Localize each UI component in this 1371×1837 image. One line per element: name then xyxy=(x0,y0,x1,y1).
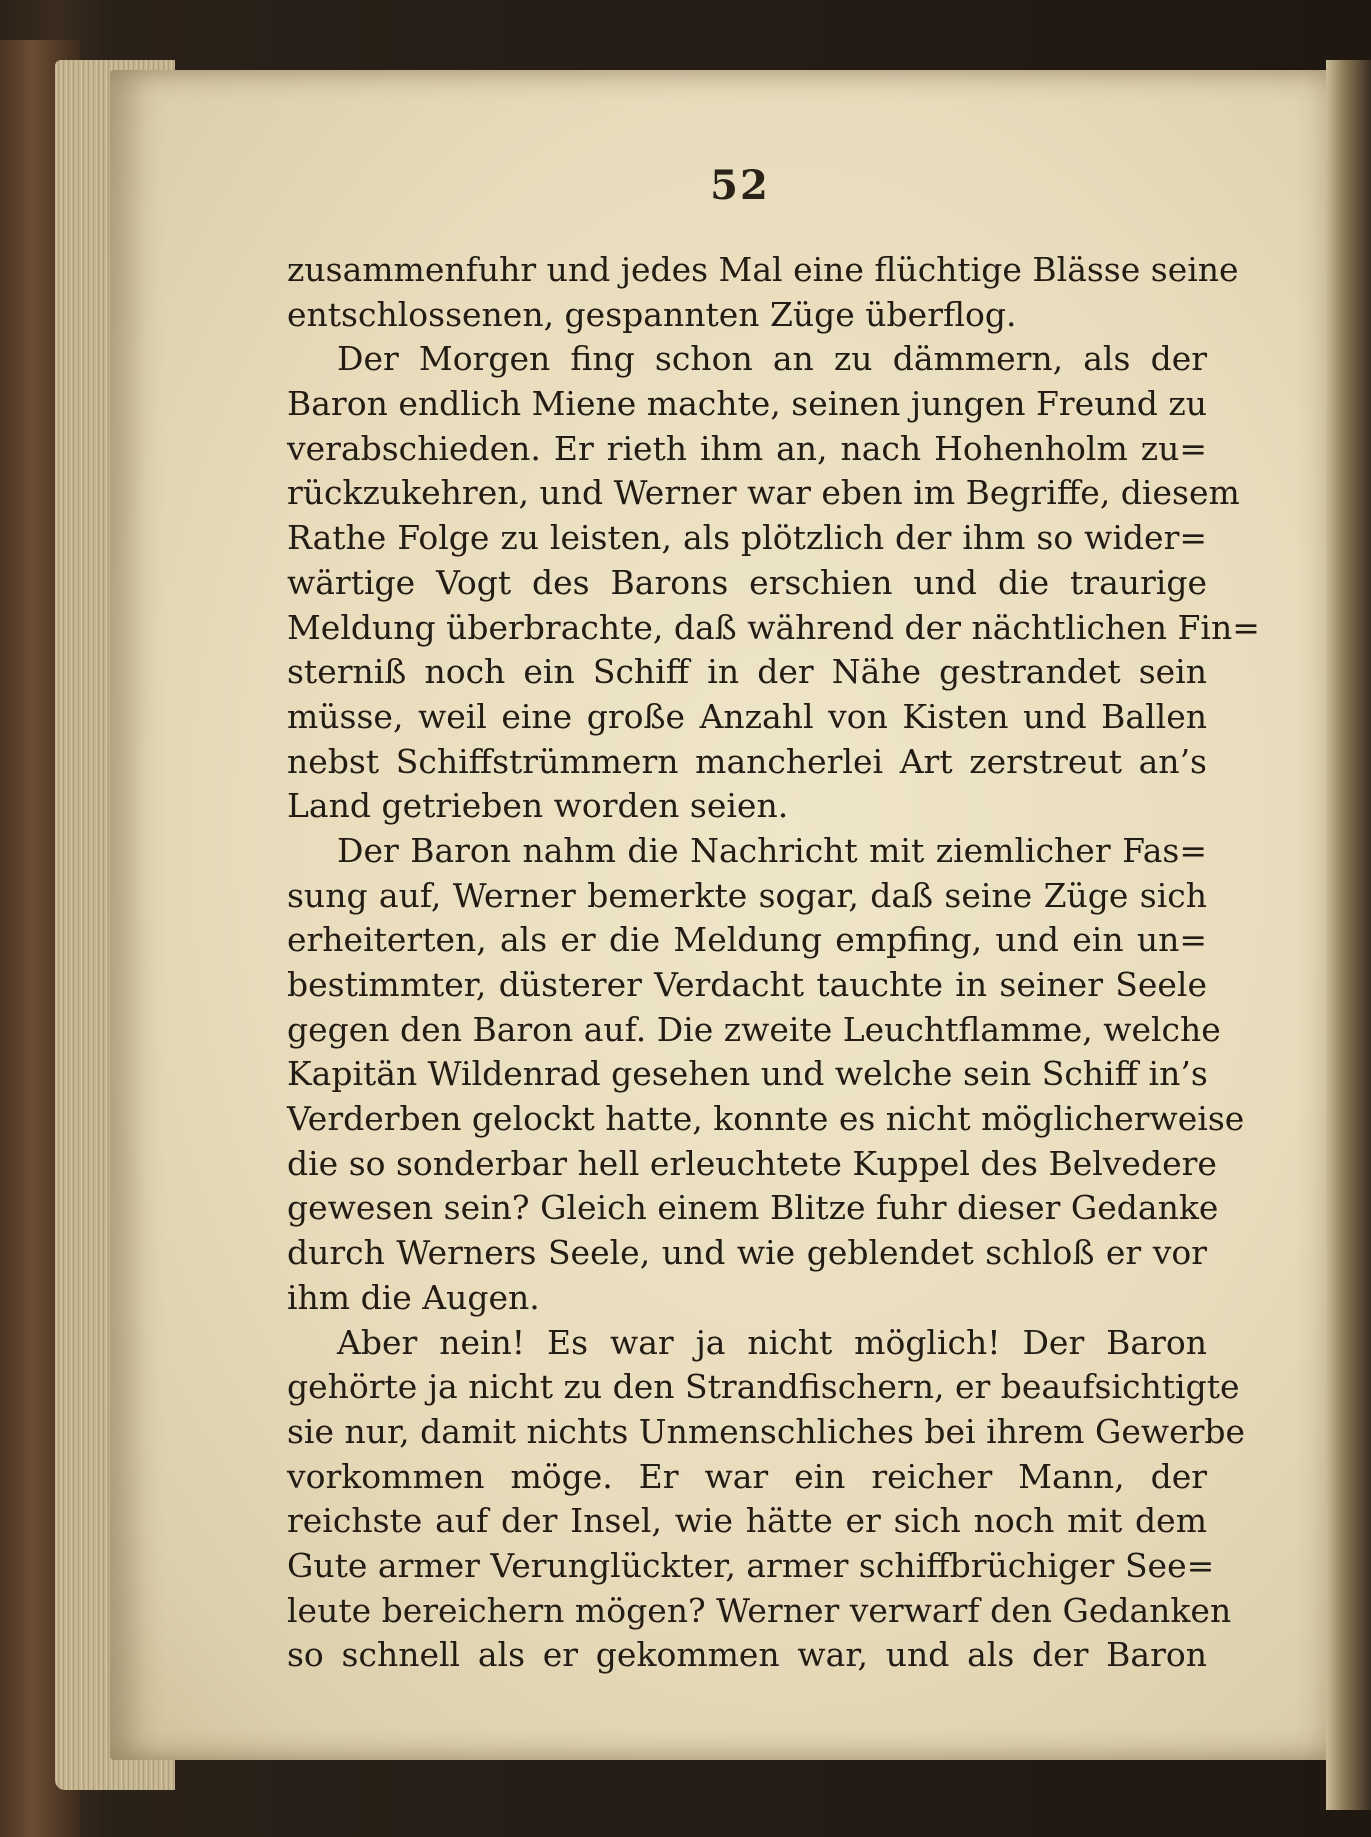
text-line: Kapitän Wildenrad gesehen und welche sein Schiff in’s xyxy=(287,1054,1208,1094)
text-line: durch Werners Seele, und wie geblendet schloß er vor xyxy=(287,1233,1207,1273)
text-line: Baron endlich Miene machte, seinen jungen Freund zu xyxy=(287,384,1207,424)
text-line: sung auf, Werner bemerkte sogar, daß seine Züge sich xyxy=(287,875,1207,915)
text-line: Der Baron nahm die Nachricht mit ziemlicher Fas= xyxy=(337,830,1207,870)
text-line: die so sonderbar hell erleuchtete Kuppel des Belvedere xyxy=(287,1143,1217,1183)
text-line: gewesen sein? Gleich einem Blitze fuhr dieser Gedanke xyxy=(287,1188,1219,1228)
text-line: Verderben gelockt hatte, konnte es nicht möglicherweise xyxy=(287,1099,1245,1139)
text-line: wärtige Vogt des Barons erschien und die traurige xyxy=(287,562,1207,602)
text-line: müsse, weil eine große Anzahl von Kisten und Ballen xyxy=(287,696,1207,736)
body-text xyxy=(287,248,1260,1678)
text-line: Gute armer Verunglückter, armer schiffbrüchiger See= xyxy=(287,1545,1215,1585)
text-line: gehörte ja nicht zu den Strandfischern, er beaufsichtigte xyxy=(287,1367,1240,1407)
text-line: sie nur, damit nichts Unmenschliches bei ihrem Gewerbe xyxy=(287,1411,1246,1451)
text-line: leute bereichern mögen? Werner verwarf den Gedanken xyxy=(287,1590,1232,1630)
text-line: Meldung überbrachte, daß während der nächtlichen Fin= xyxy=(287,607,1260,647)
text-line: erheiterten, als er die Meldung empfing, und ein un= xyxy=(287,920,1207,960)
text-line: rückzukehren, und Werner war eben im Begriffe, diesem xyxy=(287,473,1240,513)
book-gutter xyxy=(1326,60,1371,1810)
text-line: bestimmter, düsterer Verdacht tauchte in seiner Seele xyxy=(287,965,1207,1004)
text-line: verabschieden. Er rieth ihm an, nach Hohenholm zu= xyxy=(287,428,1207,468)
text-line: entschlossenen, gespannten Züge überflog. xyxy=(287,294,1017,334)
text-line: Aber nein! Es war ja nicht möglich! Der Baron xyxy=(337,1322,1207,1362)
text-line: Land getrieben worden seien. xyxy=(287,786,789,826)
text-line: nebst Schiffstrümmern mancherlei Art zerstreut an’s xyxy=(287,741,1207,781)
text-line: vorkommen möge. Er war ein reicher Mann, der xyxy=(287,1456,1207,1496)
text-line: reichste auf der Insel, wie hätte er sich noch mit dem xyxy=(287,1501,1207,1541)
text-line: so schnell als er gekommen war, und als der Baron xyxy=(287,1635,1207,1675)
text-line: gegen den Baron auf. Die zweite Leuchtflamme, welche xyxy=(287,1009,1221,1049)
text-line: Der Morgen fing schon an zu dämmern, als der xyxy=(337,339,1207,379)
text-line: ihm die Augen. xyxy=(287,1277,540,1317)
text-line: zusammenfuhr und jedes Mal eine flüchtige Blässe seine xyxy=(287,250,1239,289)
text-line: sterniß noch ein Schiff in der Nähe gestrandet sein xyxy=(287,652,1207,692)
page-number: 52 xyxy=(710,162,770,209)
text-line: Rathe Folge zu leisten, als plötzlich der ihm so wider= xyxy=(287,518,1207,558)
